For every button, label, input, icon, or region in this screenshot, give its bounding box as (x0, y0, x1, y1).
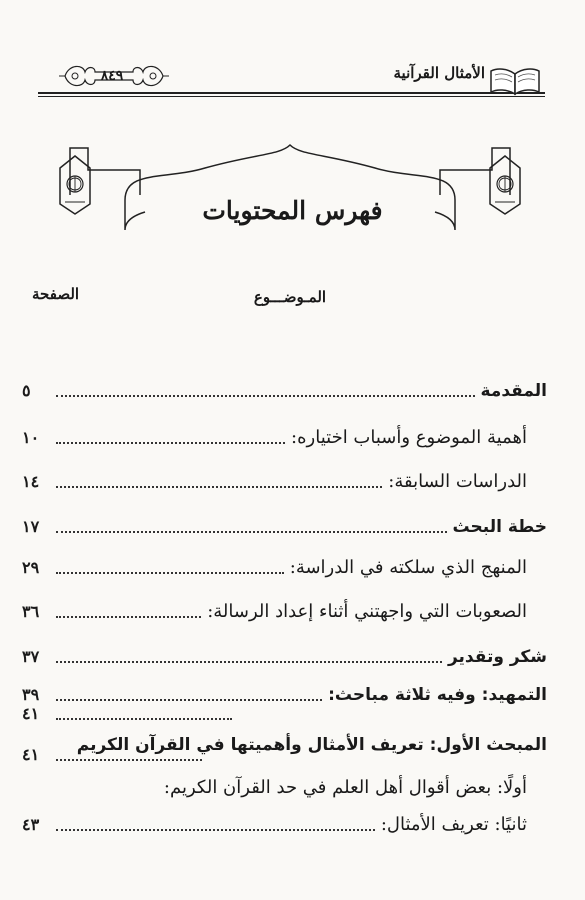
toc-page-leader (22, 702, 232, 726)
toc-entry-page: ١٤ (22, 472, 40, 491)
dot-leader (56, 486, 382, 488)
toc-title: فهرس المحتويات (202, 196, 383, 225)
toc-entry[interactable] (22, 556, 527, 580)
dot-leader (56, 661, 442, 663)
running-title: الأمثال القرآنية (393, 64, 485, 82)
toc-entry-label: الصعوبات التي واجهتني أثناء إعداد الرسالة: (207, 601, 527, 622)
dot-leader (56, 699, 322, 701)
toc-entry-page: ٢٩ (22, 558, 40, 577)
toc-entry[interactable] (22, 600, 527, 624)
toc-entry[interactable] (22, 515, 547, 539)
dot-leader (56, 395, 475, 397)
toc-entry[interactable] (22, 470, 527, 494)
toc-entry-label: المنهج الذي سلكته في الدراسة: (289, 557, 527, 578)
dot-leader (56, 616, 201, 618)
dot-leader (56, 829, 375, 831)
toc-entry-label: شكر وتقدير (447, 647, 547, 667)
toc-entry[interactable] (22, 813, 527, 837)
dot-leader (56, 442, 285, 444)
dot-leader (56, 572, 284, 574)
toc-entry-label: ثانيًا: تعريف الأمثال: (380, 814, 527, 835)
open-book-icon (489, 66, 541, 96)
toc-entry-page: ٣٩ (22, 685, 40, 704)
toc-entry-label: المبحث الأول: تعريف الأمثال وأهميتها في القرآن الكريم (76, 735, 547, 755)
toc-page-leader (22, 743, 202, 767)
title-ornament-frame (55, 140, 525, 250)
column-header-page: الصفحة (32, 285, 80, 303)
toc-entry-label: الدراسات السابقة: (388, 471, 527, 492)
toc-entry[interactable] (22, 776, 527, 800)
dot-leader (56, 718, 232, 720)
toc-entry-page: ١٧ (22, 517, 40, 536)
toc-entry[interactable] (22, 426, 527, 450)
toc-entry-label: التمهيد: وفيه ثلاثة مباحث: (328, 685, 547, 705)
header-rule-thin (38, 96, 545, 97)
header-rule (38, 92, 545, 94)
page-number: ٨٤٩ (100, 68, 124, 84)
toc-entry-label: أولًا: بعض أقوال أهل العلم في حد القرآن الكريم: (163, 777, 527, 798)
toc-entry-page: ٥ (22, 381, 31, 400)
toc-entry-page: ٣٧ (22, 647, 40, 666)
dot-leader (56, 759, 202, 761)
toc-entry-label: المقدمة (480, 381, 547, 401)
dot-leader (56, 531, 447, 533)
column-header-topic: المـوضـــوع (253, 288, 327, 306)
toc-entry-page: ٤١ (22, 745, 40, 764)
toc-entry-page: ٤١ (22, 704, 40, 723)
toc-entry-page: ٤٣ (22, 815, 40, 834)
toc-entry-page: ٣٦ (22, 602, 40, 621)
toc-entry-label: خطة البحث (452, 517, 547, 537)
toc-entry[interactable] (22, 379, 547, 403)
toc-entry-label: أهمية الموضوع وأسباب اختياره: (291, 427, 527, 448)
toc-entry[interactable] (22, 645, 547, 669)
toc-entry-page: ١٠ (22, 428, 40, 447)
